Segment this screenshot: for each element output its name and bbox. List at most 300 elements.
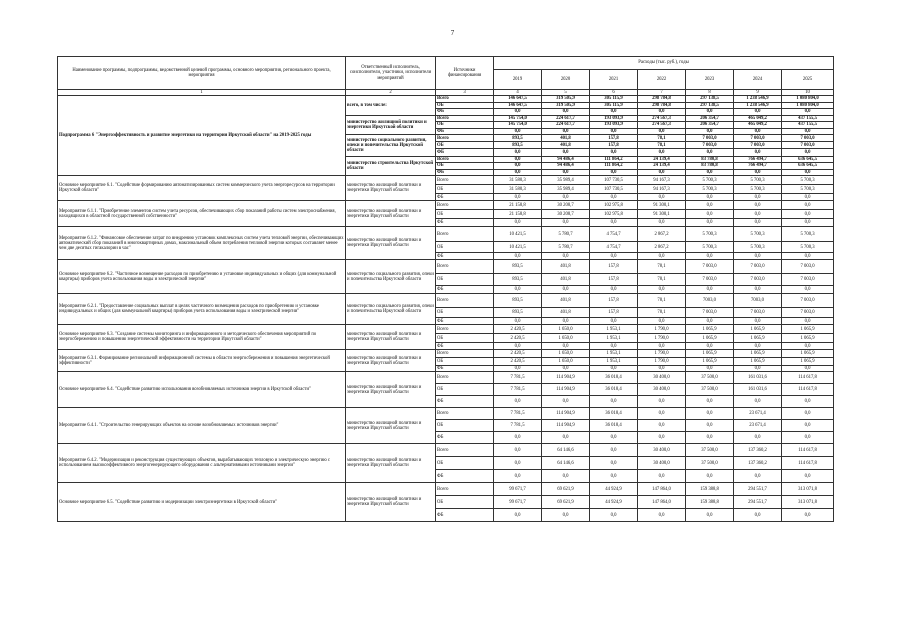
expense-value: 1 065,9 — [782, 334, 834, 343]
expense-value: 0,0 — [686, 343, 734, 350]
expense-value: 114 617,8 — [782, 457, 834, 470]
expense-value: 1 065,9 — [782, 350, 834, 358]
expense-value: 0,0 — [686, 408, 734, 420]
expense-value: 31 580,3 — [494, 176, 542, 185]
column-index: 6 — [590, 90, 638, 96]
expense-value: 7003,0 — [686, 294, 734, 308]
expense-value: 0,0 — [638, 253, 686, 260]
expense-value: 83 780,8 — [686, 156, 734, 163]
expense-value: 0,0 — [686, 432, 734, 444]
expense-value: 159 388,8 — [686, 483, 734, 496]
expense-value: 0,0 — [782, 219, 834, 227]
expense-value: 7 003,0 — [734, 142, 782, 149]
expense-value: 0,0 — [782, 432, 834, 444]
header-year: 2020 — [542, 70, 590, 90]
funding-source: ОБ — [436, 274, 494, 286]
funding-source: ФБ — [436, 128, 494, 135]
expense-value: 30 208,7 — [542, 210, 590, 219]
expense-value: 1 790,0 — [638, 350, 686, 358]
program-name: Мероприятие 6.1.2. "Финансовое обеспечение затрат по внедрению установок комплексных систем учета тепловой энергии, обеспечивающих автоматический сбор показаний в многоквартирных домах, максимальный объем потребления тепловой энергии которых составляет менее чем две десятых гигакалории в час" — [58, 227, 346, 260]
expense-value: 1 650,0 — [542, 334, 590, 343]
expense-value: 145 754,0 — [494, 122, 542, 129]
expense-value: 1 650,0 — [542, 358, 590, 366]
expense-value: 0,0 — [734, 169, 782, 176]
column-index: 3 — [436, 90, 494, 96]
header-year: 2025 — [782, 70, 834, 90]
expense-value: 0,0 — [638, 509, 686, 522]
expense-value: 0,0 — [590, 318, 638, 325]
expense-value: 5 700,3 — [686, 242, 734, 253]
funding-source: Всего — [436, 372, 494, 384]
expense-value: 0,0 — [686, 128, 734, 135]
expense-value: 0,0 — [542, 318, 590, 325]
expense-value: 0,0 — [734, 201, 782, 210]
expense-value: 78,1 — [638, 308, 686, 318]
header-responsible: Ответственный исполнитель, соисполнители, участники, исполнители мероприятий — [346, 57, 436, 90]
expense-value: 465 049,2 — [734, 115, 782, 122]
expense-value: 0,0 — [782, 420, 834, 432]
expense-value: 0,0 — [782, 169, 834, 176]
expense-value: 0,0 — [542, 396, 590, 408]
expense-value: 0,0 — [542, 343, 590, 350]
expense-value: 1 065,9 — [686, 350, 734, 358]
expense-value: 0,0 — [734, 149, 782, 156]
column-index: 4 — [494, 90, 542, 96]
expense-value: 401,8 — [542, 308, 590, 318]
expense-value: 0,0 — [734, 109, 782, 116]
header-year: 2022 — [638, 70, 686, 90]
expense-value: 5 700,3 — [686, 185, 734, 194]
table-row — [58, 201, 834, 210]
funding-source: ФБ — [436, 286, 494, 294]
expense-value: 137 360,2 — [734, 444, 782, 457]
expense-value: 0,0 — [782, 253, 834, 260]
funding-source: ОБ — [436, 334, 494, 343]
expense-value: 91 300,1 — [638, 201, 686, 210]
expense-value: 30 400,0 — [638, 384, 686, 396]
expense-value: 0,0 — [590, 366, 638, 372]
expense-value: 157,8 — [590, 274, 638, 286]
expense-value: 36 018,4 — [590, 372, 638, 384]
expense-value: 36 018,4 — [590, 420, 638, 432]
expense-value: 0,0 — [542, 149, 590, 156]
expense-value: 4 754,7 — [590, 242, 638, 253]
expense-value: 1 790,0 — [638, 334, 686, 343]
responsible-executor: министерство социального развития, опеки и попечительства Иркутской области — [346, 294, 436, 325]
expense-value: 157,8 — [590, 142, 638, 149]
expense-value: 1 065,9 — [686, 325, 734, 334]
expense-value: 5 780,7 — [542, 242, 590, 253]
expense-value: 766 494,7 — [734, 156, 782, 163]
expense-value: 107 730,5 — [590, 176, 638, 185]
expense-value: 298 784,8 — [638, 102, 686, 109]
expense-value: 224 617,7 — [542, 115, 590, 122]
expense-value: 5 700,3 — [686, 227, 734, 242]
table-row — [58, 444, 834, 457]
expense-value: 0,0 — [638, 318, 686, 325]
table-row — [58, 227, 834, 242]
funding-source: ОБ — [436, 185, 494, 194]
funding-source: Всего — [436, 115, 494, 122]
expense-value: 1 065,9 — [782, 358, 834, 366]
expense-value: 893,5 — [494, 274, 542, 286]
expense-value: 0,0 — [686, 420, 734, 432]
expense-value: 37 500,0 — [686, 384, 734, 396]
expense-value: 4 754,7 — [590, 227, 638, 242]
responsible-executor: министерство жилищной политики и энергетики Иркутской области — [346, 483, 436, 522]
expense-value: 0,0 — [734, 286, 782, 294]
program-name: Мероприятие 6.2.1. "Предоставление социальных выплат в целях частичного возмещения расходов по приобретению и установке индивидуальных и общих (для коммунальной квартиры) приборов учета использования воды и электрической энергии" — [58, 294, 346, 325]
funding-source: ФБ — [436, 470, 494, 483]
expense-value: 893,5 — [494, 142, 542, 149]
expense-value: 111 864,2 — [590, 163, 638, 170]
expense-value: 23 671,4 — [734, 420, 782, 432]
expense-value: 206 354,7 — [686, 115, 734, 122]
expense-value: 0,0 — [494, 509, 542, 522]
expense-value: 0,0 — [542, 253, 590, 260]
program-name: Основное мероприятие 6.3. "Создание системы мониторинга и информационного и методического обеспечения мероприятий по энергосбережению и повышению энергетической эффективности на территории Иркутской области" — [58, 325, 346, 350]
expense-value: 0,0 — [782, 128, 834, 135]
expense-value: 0,0 — [734, 219, 782, 227]
expense-value: 0,0 — [590, 470, 638, 483]
responsible-executor: министерство жилищной политики и энергетики Иркутской области — [346, 372, 436, 408]
expense-value: 69 621,9 — [542, 496, 590, 509]
expense-value: 0,0 — [686, 219, 734, 227]
expense-value: 2 420,5 — [494, 358, 542, 366]
expense-value: 0,0 — [494, 318, 542, 325]
expense-value: 24 139,4 — [638, 156, 686, 163]
expense-value: 7 003,0 — [782, 308, 834, 318]
funding-source: ОБ — [436, 358, 494, 366]
expense-value: 274 567,3 — [638, 115, 686, 122]
expense-value: 0,0 — [494, 286, 542, 294]
expense-value: 0,0 — [494, 128, 542, 135]
expense-value: 0,0 — [494, 343, 542, 350]
expense-value: 0,0 — [782, 194, 834, 201]
expense-value: 102 975,8 — [590, 210, 638, 219]
expense-value: 0,0 — [638, 169, 686, 176]
expense-value: 7 003,0 — [782, 135, 834, 142]
expense-value: 157,8 — [590, 294, 638, 308]
expense-value: 437 155,5 — [782, 115, 834, 122]
expense-value: 157,8 — [590, 135, 638, 142]
expense-value: 7 003,0 — [782, 294, 834, 308]
expense-value: 64 146,6 — [542, 457, 590, 470]
column-index: 7 — [638, 90, 686, 96]
expense-value: 137 360,2 — [734, 457, 782, 470]
expense-value: 0,0 — [782, 396, 834, 408]
expense-value: 83 780,8 — [686, 163, 734, 170]
expense-value: 1 065,9 — [734, 350, 782, 358]
expense-value: 35 989,4 — [542, 176, 590, 185]
expense-value: 1 238 546,9 — [734, 102, 782, 109]
expense-value: 313 071,8 — [782, 483, 834, 496]
expense-value: 0,0 — [590, 432, 638, 444]
expense-value: 99 671,7 — [494, 483, 542, 496]
expense-value: 2 420,5 — [494, 325, 542, 334]
expense-value: 1 790,0 — [638, 358, 686, 366]
expense-value: 21 158,8 — [494, 210, 542, 219]
expense-value: 0,0 — [686, 201, 734, 210]
table-row — [58, 260, 834, 274]
expense-value: 145 754,0 — [494, 115, 542, 122]
expense-value: 1 650,0 — [542, 350, 590, 358]
funding-source: Всего — [436, 201, 494, 210]
expense-value: 0,0 — [494, 432, 542, 444]
funding-source: ОБ — [436, 163, 494, 170]
expense-value: 0,0 — [638, 219, 686, 227]
expense-value: 7 003,0 — [734, 135, 782, 142]
expense-value: 0,0 — [494, 194, 542, 201]
expense-value: 78,1 — [638, 142, 686, 149]
responsible-executor: министерство жилищной политики и энергетики Иркутской области — [346, 325, 436, 350]
expense-value: 0,0 — [686, 149, 734, 156]
expense-value: 0,0 — [638, 366, 686, 372]
expense-value: 0,0 — [734, 509, 782, 522]
expense-value: 0,0 — [590, 219, 638, 227]
table-row — [58, 325, 834, 334]
expense-value: 0,0 — [638, 128, 686, 135]
expense-value: 0,0 — [542, 128, 590, 135]
responsible-executor: министерство жилищной политики и энергетики Иркутской области — [346, 350, 436, 372]
expense-value: 0,0 — [638, 149, 686, 156]
expense-value: 5 700,3 — [734, 227, 782, 242]
expense-value: 193 093,9 — [590, 122, 638, 129]
header-year: 2021 — [590, 70, 638, 90]
expense-value: 7 003,0 — [782, 274, 834, 286]
expense-value: 30 400,0 — [638, 372, 686, 384]
table-row — [58, 176, 834, 185]
expense-value: 0,0 — [638, 408, 686, 420]
expense-value: 78,1 — [638, 274, 686, 286]
responsible-executor: министерство социального развития, опеки и попечительства Иркутской области — [346, 260, 436, 294]
expense-value: 401,8 — [542, 260, 590, 274]
program-name: Основное мероприятие 6.5. "Содействие развитию и модернизации электроэнергетики в Иркутской области" — [58, 483, 346, 522]
expense-value: 0,0 — [542, 109, 590, 116]
expense-value: 0,0 — [782, 318, 834, 325]
expense-value: 159 388,8 — [686, 496, 734, 509]
table-row — [58, 483, 834, 496]
expense-value: 1 080 804,0 — [782, 96, 834, 103]
expense-value: 0,0 — [734, 318, 782, 325]
expense-value: 0,0 — [686, 253, 734, 260]
responsible-executor: министерство жилищной политики и энергетики Иркутской области — [346, 408, 436, 444]
expense-value: 0,0 — [638, 286, 686, 294]
expense-value: 5 780,7 — [542, 227, 590, 242]
funding-source: ФБ — [436, 396, 494, 408]
program-name: Основное мероприятие 6.1. "Содействие формированию автоматизированных систем коммерческого учета энергоресурсов на территории Иркутской области" — [58, 176, 346, 201]
responsible-executor: министерство жилищной политики и энергетики Иркутской области — [346, 176, 436, 201]
funding-source: ФБ — [436, 318, 494, 325]
expense-value: 91 300,1 — [638, 210, 686, 219]
expense-value: 114 617,8 — [782, 384, 834, 396]
expense-value: 69 621,9 — [542, 483, 590, 496]
expense-value: 94 486,4 — [542, 156, 590, 163]
expense-value: 0,0 — [590, 444, 638, 457]
expenditure-table — [57, 56, 834, 522]
expense-value: 146 647,5 — [494, 102, 542, 109]
expense-value: 0,0 — [686, 509, 734, 522]
expense-value: 94 167,3 — [638, 176, 686, 185]
expense-value: 78,1 — [638, 260, 686, 274]
expense-value: 0,0 — [494, 366, 542, 372]
expense-value: 401,8 — [542, 142, 590, 149]
expense-value: 30 400,0 — [638, 444, 686, 457]
funding-source: ФБ — [436, 253, 494, 260]
expense-value: 5 700,3 — [686, 176, 734, 185]
expense-value: 0,0 — [734, 432, 782, 444]
header-year: 2019 — [494, 70, 542, 90]
program-name: Мероприятие 6.4.2. "Модернизация и реконструкция существующих объектов, вырабатывающих тепловую и электрическую энергию с использованием высокоэффективного энергогенерирующего оборудования с альтернативными источниками энергии" — [58, 444, 346, 483]
responsible-executor: министерство жилищной политики и энергетики Иркутской области — [346, 227, 436, 260]
expense-value: 7 003,0 — [686, 260, 734, 274]
expense-value: 37 500,0 — [686, 372, 734, 384]
funding-source: Всего — [436, 260, 494, 274]
expense-value: 114 904,9 — [542, 408, 590, 420]
expense-value: 7 003,0 — [734, 260, 782, 274]
expense-value: 305 115,9 — [590, 96, 638, 103]
expense-value: 36 018,4 — [590, 384, 638, 396]
expense-value: 294 551,7 — [734, 496, 782, 509]
funding-source: Всего — [436, 135, 494, 142]
header-source: Источники финансирования — [436, 57, 494, 90]
expense-value: 1 790,0 — [638, 325, 686, 334]
expense-value: 893,5 — [494, 308, 542, 318]
expense-value: 0,0 — [590, 169, 638, 176]
expense-value: 0,0 — [494, 156, 542, 163]
expense-value: 401,8 — [542, 135, 590, 142]
funding-source: ОБ — [436, 457, 494, 470]
expense-value: 0,0 — [686, 109, 734, 116]
expense-value: 1 065,9 — [734, 358, 782, 366]
funding-source: ОБ — [436, 122, 494, 129]
expense-value: 0,0 — [638, 343, 686, 350]
expense-value: 161 031,6 — [734, 372, 782, 384]
expense-value: 893,5 — [494, 135, 542, 142]
funding-source: Всего — [436, 325, 494, 334]
expense-value: 94 486,4 — [542, 163, 590, 170]
expense-value: 0,0 — [590, 128, 638, 135]
program-name: Мероприятие 6.3.1. Формирование региональной информационной системы в области энергосбережения и повышения энергетической эффективности" — [58, 350, 346, 372]
expense-value: 0,0 — [734, 470, 782, 483]
funding-source: ФБ — [436, 169, 494, 176]
expense-value: 114 617,8 — [782, 372, 834, 384]
expense-value: 0,0 — [734, 366, 782, 372]
funding-source: ОБ — [436, 308, 494, 318]
page-number: 7 — [450, 29, 455, 37]
expense-value: 7 781,5 — [494, 408, 542, 420]
expense-value: 0,0 — [638, 432, 686, 444]
expense-value: 114 904,9 — [542, 384, 590, 396]
expense-value: 0,0 — [494, 149, 542, 156]
expense-value: 44 924,9 — [590, 496, 638, 509]
table-row — [58, 372, 834, 384]
expense-value: 0,0 — [734, 210, 782, 219]
expense-value: 0,0 — [782, 149, 834, 156]
responsible-executor: всего, в том числе: — [346, 96, 436, 116]
expense-value: 1 953,1 — [590, 325, 638, 334]
funding-source: ФБ — [436, 194, 494, 201]
header-year: 2023 — [686, 70, 734, 90]
expense-value: 30 208,7 — [542, 201, 590, 210]
expense-value: 437 155,5 — [782, 122, 834, 129]
program-name: Мероприятие 6.1.1. "Приобретение элементов систем учета ресурсов, обеспечивающих сбор показаний работы систем электроснабжения, находящихся в областной государственной собственности" — [58, 201, 346, 227]
expense-value: 23 671,4 — [734, 408, 782, 420]
expense-value: 893,5 — [494, 294, 542, 308]
expense-value: 157,8 — [590, 260, 638, 274]
funding-source: ФБ — [436, 109, 494, 116]
program-name: Основное мероприятие 6.4. "Содействие развитию использования возобновляемых источников энергии в Иркутской области" — [58, 372, 346, 408]
header-year: 2024 — [734, 70, 782, 90]
expense-value: 1 080 804,0 — [782, 102, 834, 109]
expense-value: 0,0 — [494, 444, 542, 457]
expense-value: 94 167,3 — [638, 185, 686, 194]
expense-value: 7 003,0 — [734, 308, 782, 318]
funding-source: ФБ — [436, 432, 494, 444]
expense-value: 1 650,0 — [542, 325, 590, 334]
program-name: Основное мероприятие 6.2. "Частичное возмещение расходов по приобретению и установке индивидуальных и общих (для коммунальной квартиры) приборов учета использования воды и электрической энергии" — [58, 260, 346, 294]
expense-value: 0,0 — [638, 194, 686, 201]
column-index: 2 — [346, 90, 436, 96]
funding-source: ОБ — [436, 210, 494, 219]
header-name: Наименование программы, подпрограммы, ведомственной целевой программы, основного мероприятия, регионального проекта, мероприятия — [58, 57, 346, 90]
table-row — [58, 294, 834, 308]
expense-value: 0,0 — [782, 366, 834, 372]
expense-value: 297 138,5 — [686, 96, 734, 103]
responsible-executor: министерство строительства Иркутской области — [346, 156, 436, 176]
responsible-executor: министерство жилищной политики и энергетики Иркутской области — [346, 201, 436, 227]
expense-value: 1 953,1 — [590, 350, 638, 358]
expense-value: 319 505,9 — [542, 96, 590, 103]
expense-value: 636 645,5 — [782, 156, 834, 163]
expense-value: 0,0 — [782, 201, 834, 210]
expense-value: 161 031,6 — [734, 384, 782, 396]
expense-value: 35 989,4 — [542, 185, 590, 194]
expense-value: 1 238 546,9 — [734, 96, 782, 103]
expense-value: 0,0 — [590, 149, 638, 156]
expense-value: 0,0 — [590, 343, 638, 350]
expense-value: 7 781,5 — [494, 420, 542, 432]
expense-value: 0,0 — [638, 109, 686, 116]
funding-source: ОБ — [436, 102, 494, 109]
expense-value: 0,0 — [686, 286, 734, 294]
expense-value: 7 003,0 — [782, 142, 834, 149]
expense-value: 274 567,3 — [638, 122, 686, 129]
expense-value: 30 400,0 — [638, 457, 686, 470]
expense-value: 44 924,9 — [590, 483, 638, 496]
expense-value: 0,0 — [494, 163, 542, 170]
expense-value: 0,0 — [782, 408, 834, 420]
funding-source: Всего — [436, 350, 494, 358]
funding-source: ОБ — [436, 242, 494, 253]
expense-value: 2 420,5 — [494, 334, 542, 343]
expense-value: 401,8 — [542, 294, 590, 308]
expense-value: 224 617,7 — [542, 122, 590, 129]
column-index: 10 — [782, 90, 834, 96]
expense-value: 78,1 — [638, 294, 686, 308]
expense-value: 7 003,0 — [686, 142, 734, 149]
expense-value: 146 647,5 — [494, 96, 542, 103]
expense-value: 0,0 — [686, 396, 734, 408]
expense-value: 1 065,9 — [782, 325, 834, 334]
expense-value: 0,0 — [590, 396, 638, 408]
funding-source: Всего — [436, 444, 494, 457]
funding-source: Всего — [436, 227, 494, 242]
responsible-executor: министерство жилищной политики и энергетики Иркутской области — [346, 444, 436, 483]
expense-value: 1 065,9 — [734, 334, 782, 343]
expense-value: 107 730,5 — [590, 185, 638, 194]
expense-value: 319 505,9 — [542, 102, 590, 109]
